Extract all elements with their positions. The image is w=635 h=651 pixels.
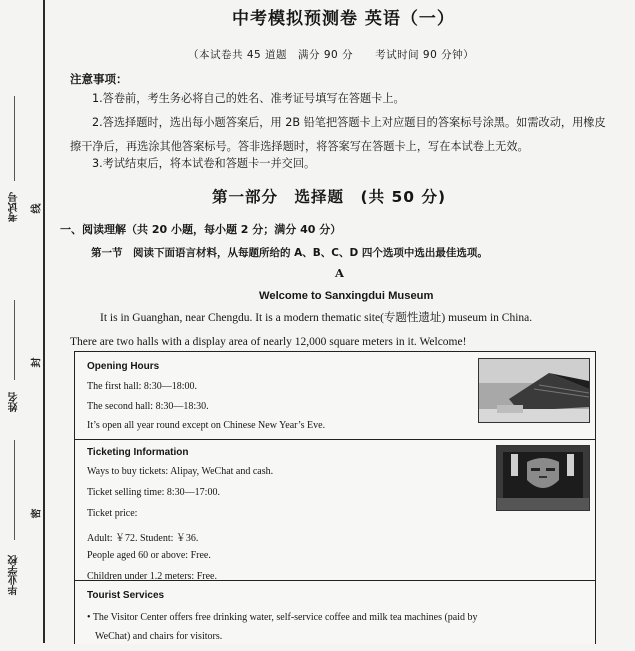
ticketing-block bbox=[75, 440, 595, 581]
note-item: 1.答卷前，考生务必将自己的姓名、准考证号填写在答题卡上。 bbox=[92, 92, 405, 105]
info-table bbox=[74, 351, 596, 644]
info-line: The first hall: 8:30—18:00. bbox=[87, 381, 197, 392]
museum-building-photo bbox=[478, 358, 590, 423]
seal-mark-line: 线 bbox=[31, 203, 43, 214]
school-label: 毕业学校 bbox=[9, 555, 20, 595]
passage-line: There are two halls with a display area of nearly 12,000 square meters in it. Welcome! bbox=[70, 336, 467, 348]
info-line: People aged 60 or above: Free. bbox=[87, 550, 211, 561]
info-line: Ways to buy tickets: Alipay, WeChat and cash. bbox=[87, 466, 274, 477]
info-line: • The Visitor Center offers free drinking water, self-service coffee and milk tea machines (paid by bbox=[87, 612, 478, 623]
tourist-services-block bbox=[75, 581, 595, 651]
name-label: 姓名 bbox=[9, 392, 20, 412]
info-line: The second hall: 8:30—18:30. bbox=[87, 401, 209, 412]
bronze-mask-photo bbox=[496, 445, 590, 511]
exam-number-label: 考试号 bbox=[9, 192, 20, 222]
info-line: It’s open all year round except on Chinese New Year’s Eve. bbox=[87, 420, 326, 431]
passage-title: Welcome to Sanxingdui Museum bbox=[259, 290, 434, 302]
notes-heading: 注意事项： bbox=[70, 72, 128, 86]
passage-letter: A bbox=[335, 266, 344, 280]
info-line: Children under 1.2 meters: Free. bbox=[87, 571, 217, 582]
binding-line bbox=[43, 0, 45, 643]
note-item: 3.考试结束后，将本试卷和答题卡一并交回。 bbox=[92, 157, 316, 170]
passage-text bbox=[70, 306, 615, 354]
name-line bbox=[14, 300, 15, 380]
passage-line: It is in Guanghan, near Chengdu. It is a modern thematic site(专题性遗址) museum in China. bbox=[100, 312, 533, 324]
section-instruction: 第一节 阅读下面语言材料，从每题所给的 A、B、C、D 四个选项中选出最佳选项。 bbox=[91, 247, 488, 259]
block-title: Opening Hours bbox=[87, 361, 160, 372]
exam-number-line bbox=[14, 96, 15, 181]
block-title: Tourist Services bbox=[87, 590, 165, 601]
block-title: Ticketing Information bbox=[87, 447, 189, 458]
school-line bbox=[14, 440, 15, 540]
opening-hours-block bbox=[75, 352, 595, 440]
note-item: 2.答选择题时，选出每小题答案后，用 2B 铅笔把答题卡上对应题目的答案标号涂黑。如需改动，用橡皮擦干净后，再选涂其他答案标号。答非选择题时，将答案写在答题卡上，写在本试卷上无效。 bbox=[70, 116, 606, 153]
info-line: WeChat) and chairs for visitors. bbox=[95, 631, 223, 642]
exam-subtitle: （本试卷共 45 道题 满分 90 分 考试时间 90 分钟） bbox=[188, 49, 475, 61]
seal-mark-seal: 封 bbox=[31, 357, 43, 368]
seal-mark-secret: 密 bbox=[31, 508, 43, 519]
info-line: Ticket price: bbox=[87, 508, 138, 519]
section-heading: 一、阅读理解（共 20 小题，每小题 2 分；满分 40 分） bbox=[60, 223, 342, 236]
part-title: 第一部分 选择题 (共 50 分) bbox=[212, 188, 447, 206]
info-line: Ticket selling time: 8:30—17:00. bbox=[87, 487, 220, 498]
info-line: Adult: ￥72. Student: ￥36. bbox=[87, 533, 199, 544]
page-title: 中考模拟预测卷 英语（一） bbox=[232, 9, 455, 29]
